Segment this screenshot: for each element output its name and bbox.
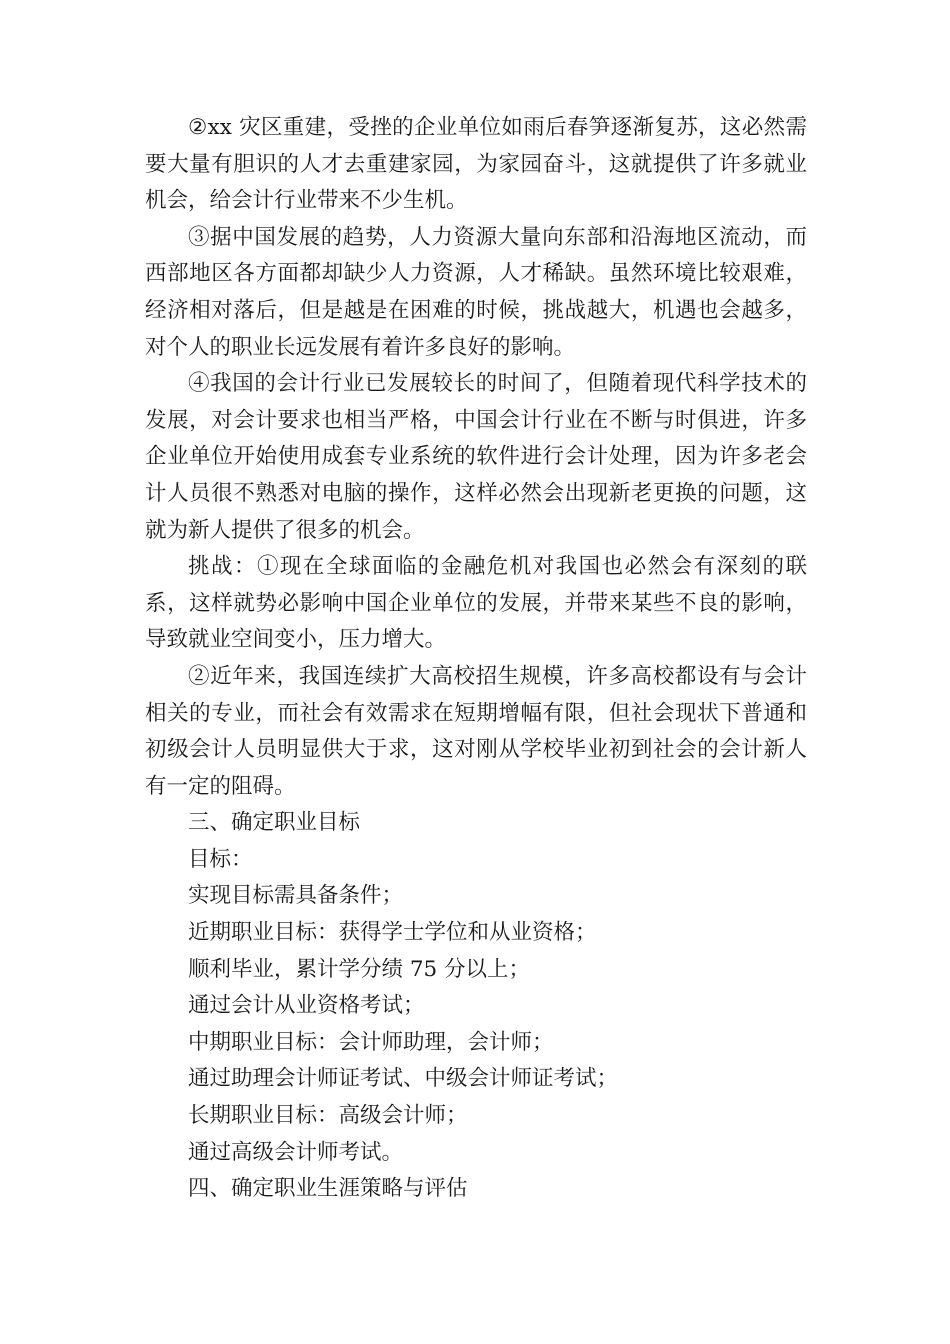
paragraph-development-trend: ③据中国发展的趋势，人力资源大量向东部和沿海地区流动，而西部地区各方面都却缺少人力资源，人才稀缺。虽然环境比较艰难，经济相对落后，但是越是在困难的时候，挑战越大，机遇也会越多，对个人的职业长远发展有着许多良好的影响。: [145, 224, 807, 360]
paragraph-challenge-financial-crisis: 挑战：①现在全球面临的金融危机对我国也必然会有深刻的联系，这样就势必影响中国企业单位的发展，并带来某些不良的影响，导致就业空间变小，压力增大。: [145, 554, 807, 653]
goal-line: 中期职业目标：会计师助理，会计师；: [188, 1029, 554, 1055]
goal-line: 通过高级会计师考试。: [188, 1139, 404, 1165]
goal-line: 实现目标需具备条件；: [188, 883, 404, 909]
section-heading-career-goal: 三、确定职业目标: [188, 810, 361, 836]
section-heading-career-strategy: 四、确定职业生涯策略与评估: [188, 1176, 468, 1202]
paragraph-disaster-rebuild: ②xx 灾区重建，受挫的企业单位如雨后春笋逐渐复苏，这必然需要大量有胆识的人才去重建家园，为家园奋斗，这就提供了许多就业机会，给会计行业带来不少生机。: [145, 115, 807, 214]
goal-label: 目标：: [188, 846, 253, 872]
paragraph-accounting-industry: ④我国的会计行业已发展较长的时间了，但随着现代科学技术的发展，对会计要求也相当严格，中国会计行业在不断与时俱进，许多企业单位开始使用成套专业系统的软件进行会计处理，因为许多老会计人员很不熟悉对电脑的操作，这样必然会出现新老更换的问题，这就为新人提供了很多的机会。: [145, 371, 807, 543]
document-body: [145, 110, 807, 1208]
paragraph-challenge-enrollment: ②近年来，我国连续扩大高校招生规模，许多高校都设有与会计相关的专业，而社会有效需求在短期增幅有限，但社会现状下普通和初级会计人员明显供大于求，这对刚从学校毕业初到社会的会计新人有一定的阻碍。: [145, 663, 807, 799]
goal-line: 近期职业目标：获得学士学位和从业资格；: [188, 920, 597, 946]
goal-line: 通过会计从业资格考试；: [188, 993, 425, 1019]
goal-line: 长期职业目标：高级会计师；: [188, 1103, 468, 1129]
goal-line: 顺利毕业，累计学分绩 75 分以上；: [188, 956, 531, 982]
goal-line: 通过助理会计师证考试、中级会计师证考试；: [188, 1066, 619, 1092]
